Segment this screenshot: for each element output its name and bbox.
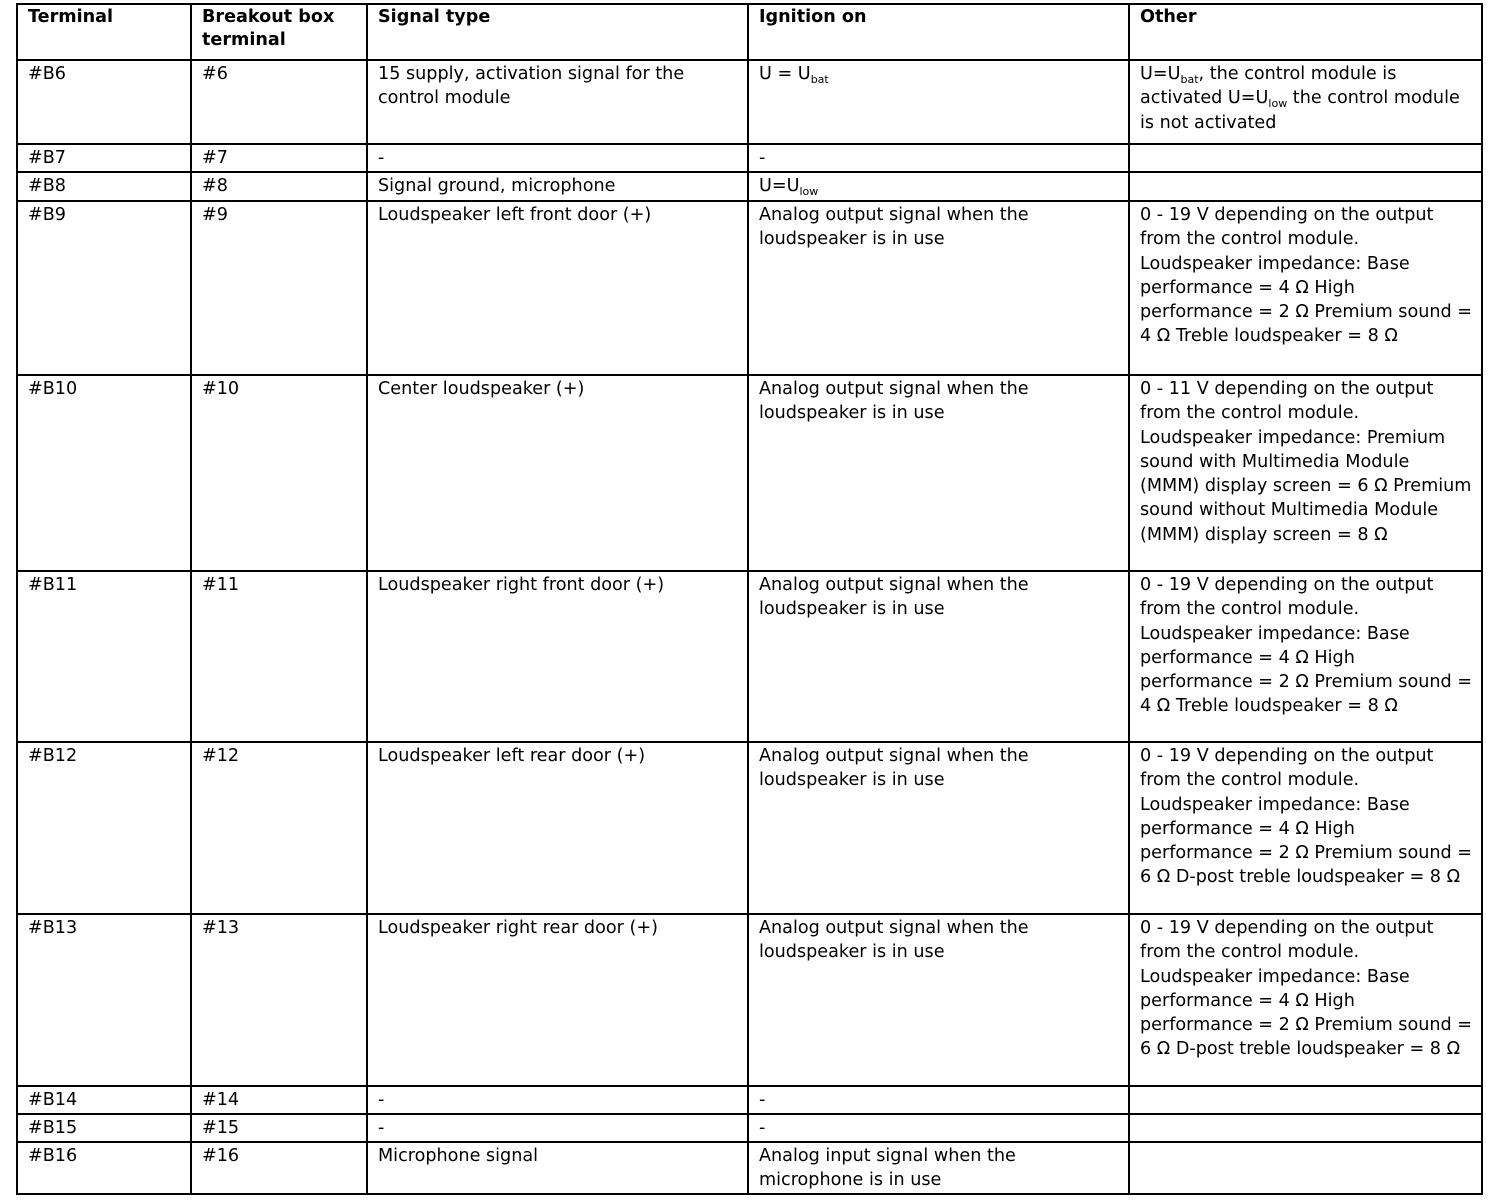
cell-terminal: #B15	[17, 1114, 191, 1142]
cell-signal-type: Loudspeaker right front door (+)	[367, 571, 748, 742]
cell-other	[1129, 172, 1482, 201]
cell-breakout-box-terminal: #8	[191, 172, 367, 201]
cell-ignition-on	[748, 60, 1129, 144]
table-row	[17, 1114, 1482, 1142]
cell-ignition-on: Analog output signal when the loudspeaker is in use	[748, 914, 1129, 1086]
cell-ignition-on: -	[748, 1086, 1129, 1114]
cell-ignition-on: -	[748, 1114, 1129, 1142]
cell-terminal: #B16	[17, 1142, 191, 1194]
cell-terminal: #B10	[17, 375, 191, 571]
cell-terminal: #B8	[17, 172, 191, 201]
subscript-text: low	[1268, 97, 1288, 111]
table-row	[17, 201, 1482, 375]
cell-terminal: #B7	[17, 144, 191, 172]
table-body	[17, 60, 1482, 1194]
table-row	[17, 60, 1482, 144]
header-row	[17, 4, 1482, 60]
cell-signal-type: Loudspeaker right rear door (+)	[367, 914, 748, 1086]
cell-breakout-box-terminal: #12	[191, 742, 367, 914]
cell-breakout-box-terminal: #16	[191, 1142, 367, 1194]
cell-other	[1129, 1142, 1482, 1194]
subscript-text: bat	[1180, 73, 1199, 86]
cell-text: U=U	[1140, 64, 1181, 84]
cell-text: U = U	[759, 64, 811, 84]
header-terminal: Terminal	[17, 4, 191, 60]
cell-breakout-box-terminal: #6	[191, 60, 367, 144]
table-row	[17, 742, 1482, 914]
cell-text: , the control module is activated U=U	[1140, 64, 1397, 109]
cell-terminal: #B13	[17, 914, 191, 1086]
header-signal-type: Signal type	[367, 4, 748, 60]
table-row	[17, 1086, 1482, 1114]
cell-breakout-box-terminal: #9	[191, 201, 367, 375]
cell-other: 0 - 19 V depending on the output from the control module. Loudspeaker impedance: Base performance = 4 Ω High performance = 2 Ω Premium sound = 6 Ω D-post treble loudspeaker = 8 Ω	[1129, 914, 1482, 1086]
cell-breakout-box-terminal: #7	[191, 144, 367, 172]
cell-terminal: #B9	[17, 201, 191, 375]
cell-breakout-box-terminal: #14	[191, 1086, 367, 1114]
subscript-text: low	[799, 185, 819, 198]
cell-signal-type: Loudspeaker left rear door (+)	[367, 742, 748, 914]
cell-other	[1129, 1086, 1482, 1114]
cell-breakout-box-terminal: #15	[191, 1114, 367, 1142]
cell-text: the control module is not activated	[1140, 88, 1460, 133]
cell-signal-type: -	[367, 144, 748, 172]
cell-ignition-on	[748, 172, 1129, 201]
cell-terminal: #B6	[17, 60, 191, 144]
table-row	[17, 172, 1482, 201]
cell-other: 0 - 19 V depending on the output from the control module. Loudspeaker impedance: Base performance = 4 Ω High performance = 2 Ω Premium sound = 6 Ω D-post treble loudspeaker = 8 Ω	[1129, 742, 1482, 914]
cell-terminal: #B11	[17, 571, 191, 742]
cell-ignition-on: Analog output signal when the loudspeaker is in use	[748, 571, 1129, 742]
cell-ignition-on: Analog output signal when the loudspeaker is in use	[748, 742, 1129, 914]
subscript-text: bat	[810, 73, 829, 86]
cell-terminal: #B12	[17, 742, 191, 914]
cell-signal-type: -	[367, 1086, 748, 1114]
cell-ignition-on: Analog output signal when the loudspeaker is in use	[748, 201, 1129, 375]
cell-signal-type: 15 supply, activation signal for the control module	[367, 60, 748, 144]
header-other: Other	[1129, 4, 1482, 60]
cell-ignition-on: Analog output signal when the loudspeaker is in use	[748, 375, 1129, 571]
header-ignition-on: Ignition on	[748, 4, 1129, 60]
cell-other	[1129, 1114, 1482, 1142]
cell-other: 0 - 11 V depending on the output from the control module. Loudspeaker impedance: Premium sound with Multimedia Module (MMM) display screen = 6 Ω Premium sound without Multimedia Module (MMM) display screen = 8 Ω	[1129, 375, 1482, 571]
cell-signal-type: Signal ground, microphone	[367, 172, 748, 201]
cell-breakout-box-terminal: #13	[191, 914, 367, 1086]
cell-breakout-box-terminal: #11	[191, 571, 367, 742]
terminal-table	[16, 3, 1483, 1195]
table-row	[17, 375, 1482, 571]
cell-other	[1129, 144, 1482, 172]
cell-terminal: #B14	[17, 1086, 191, 1114]
cell-other: 0 - 19 V depending on the output from the control module. Loudspeaker impedance: Base performance = 4 Ω High performance = 2 Ω Premium sound = 4 Ω Treble loudspeaker = 8 Ω	[1129, 571, 1482, 742]
cell-ignition-on: -	[748, 144, 1129, 172]
cell-signal-type: Loudspeaker left front door (+)	[367, 201, 748, 375]
cell-signal-type: Center loudspeaker (+)	[367, 375, 748, 571]
table-row	[17, 144, 1482, 172]
cell-other	[1129, 60, 1482, 144]
cell-text: U=U	[759, 176, 800, 196]
cell-breakout-box-terminal: #10	[191, 375, 367, 571]
cell-signal-type: -	[367, 1114, 748, 1142]
cell-signal-type: Microphone signal	[367, 1142, 748, 1194]
table-row	[17, 914, 1482, 1086]
table-row	[17, 571, 1482, 742]
header-breakout-box-terminal: Breakout box terminal	[191, 4, 367, 60]
table-row	[17, 1142, 1482, 1194]
cell-other: 0 - 19 V depending on the output from the control module. Loudspeaker impedance: Base performance = 4 Ω High performance = 2 Ω Premium sound = 4 Ω Treble loudspeaker = 8 Ω	[1129, 201, 1482, 375]
cell-ignition-on: Analog input signal when the microphone is in use	[748, 1142, 1129, 1194]
